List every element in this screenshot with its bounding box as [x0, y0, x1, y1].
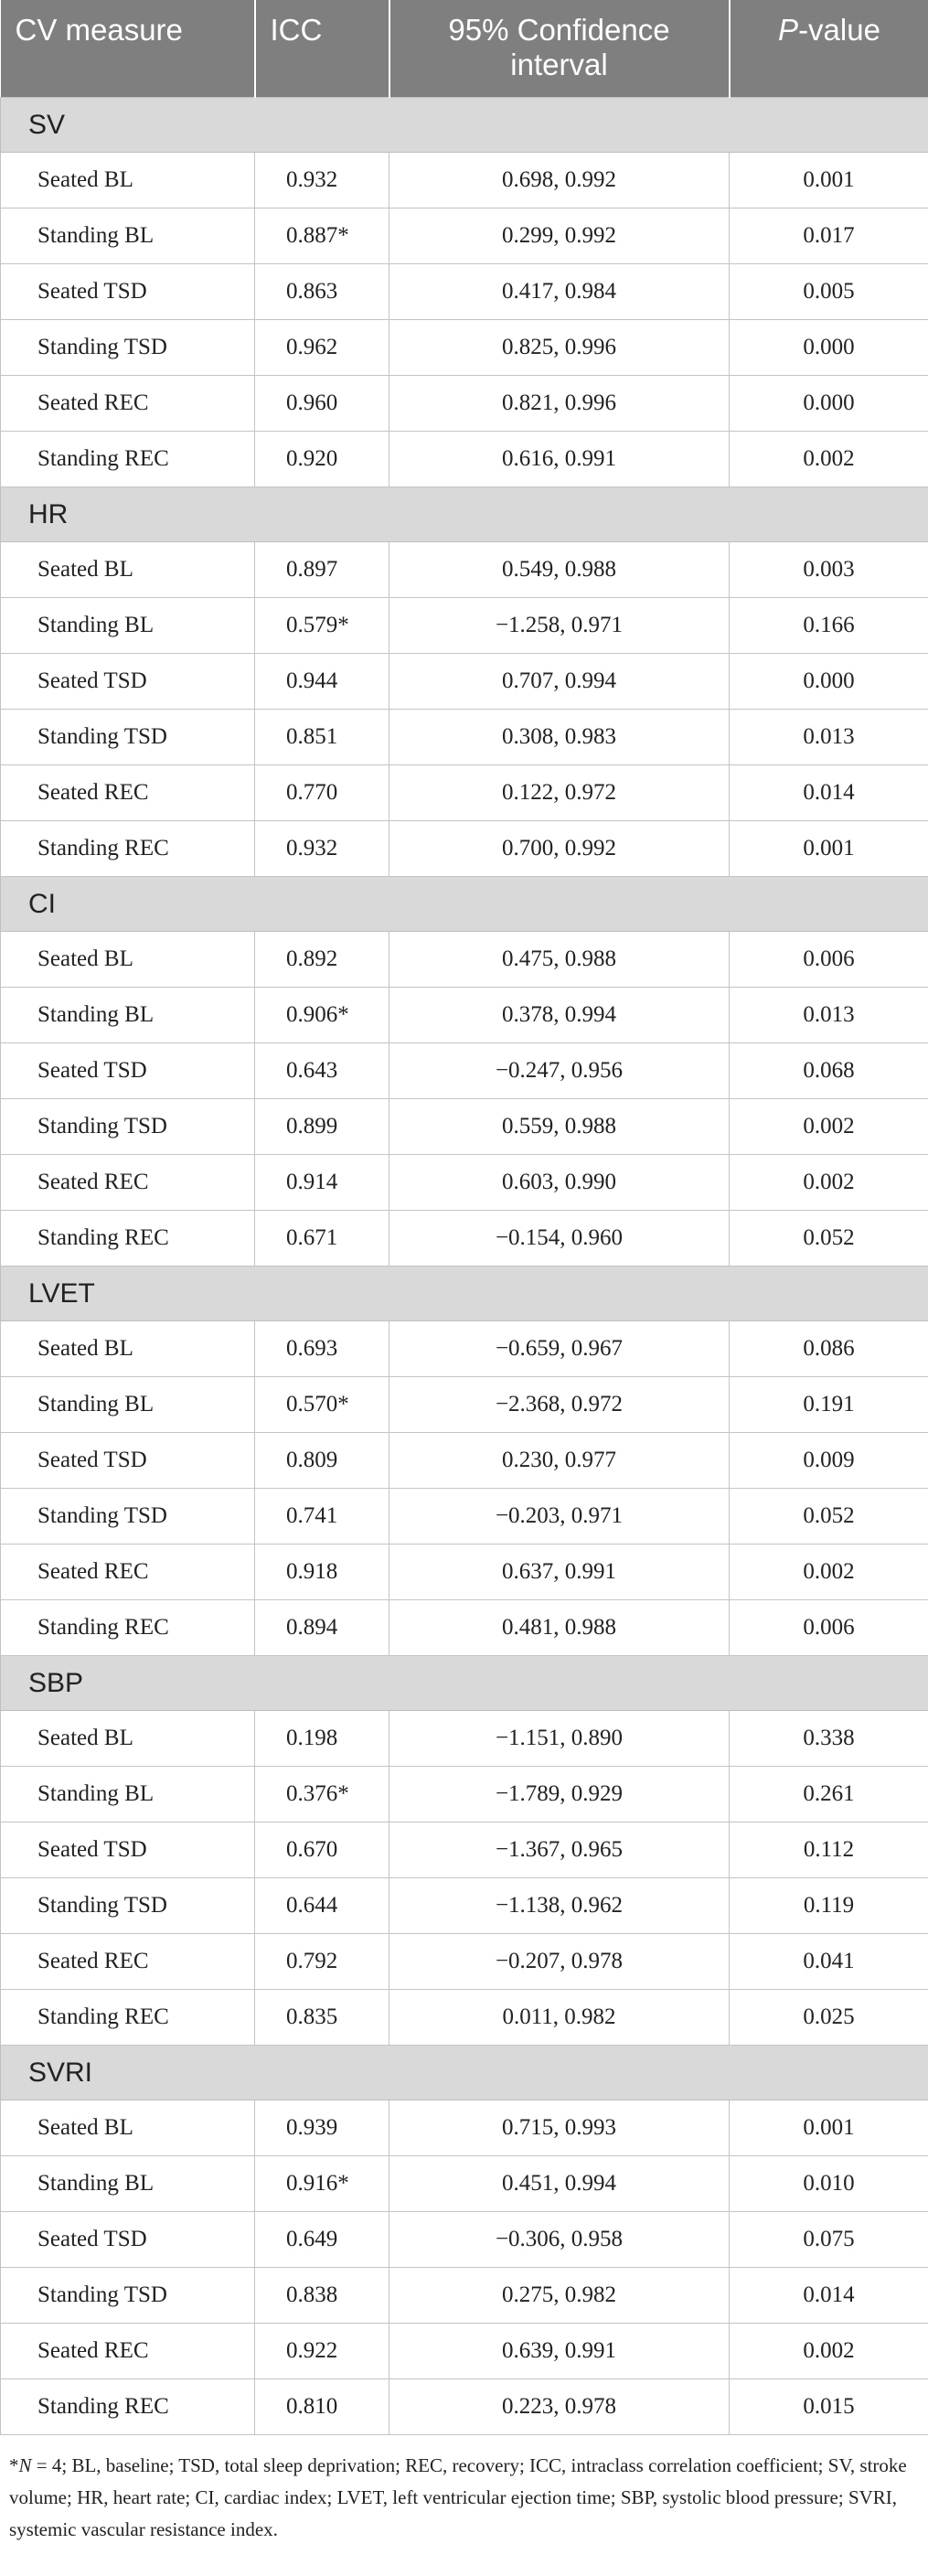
- cell-measure: Seated BL: [1, 542, 255, 598]
- cell-icc: 0.914: [255, 1155, 389, 1211]
- cell-icc: 0.835: [255, 1990, 389, 2046]
- cell-confidence-interval: 0.417, 0.984: [389, 264, 730, 320]
- cell-confidence-interval: 0.825, 0.996: [389, 320, 730, 376]
- cell-confidence-interval: 0.275, 0.982: [389, 2268, 730, 2324]
- cell-confidence-interval: −0.306, 0.958: [389, 2212, 730, 2268]
- cell-p-value: 0.002: [730, 1099, 928, 1155]
- cell-confidence-interval: −1.789, 0.929: [389, 1767, 730, 1822]
- cell-icc: 0.741: [255, 1489, 389, 1545]
- header-row: [1, 0, 928, 98]
- cell-confidence-interval: 0.308, 0.983: [389, 710, 730, 765]
- cell-measure: Standing TSD: [1, 2268, 255, 2324]
- cell-measure: Seated REC: [1, 765, 255, 821]
- header-p-rest: -value: [798, 13, 880, 47]
- cell-icc: 0.643: [255, 1043, 389, 1099]
- cell-icc: 0.892: [255, 932, 389, 988]
- group-label: SBP: [1, 1656, 928, 1711]
- cell-measure: Seated REC: [1, 2324, 255, 2379]
- cell-p-value: 0.002: [730, 1545, 928, 1600]
- cell-p-value: 0.261: [730, 1767, 928, 1822]
- cell-p-value: 0.002: [730, 2324, 928, 2379]
- cell-icc: 0.932: [255, 821, 389, 877]
- cell-confidence-interval: 0.299, 0.992: [389, 208, 730, 264]
- cell-icc: 0.897: [255, 542, 389, 598]
- cell-icc: 0.649: [255, 2212, 389, 2268]
- cell-confidence-interval: 0.616, 0.991: [389, 432, 730, 487]
- cell-p-value: 0.006: [730, 1600, 928, 1656]
- table-row: [1, 264, 928, 320]
- table-row: [1, 1711, 928, 1767]
- cell-measure: Seated BL: [1, 153, 255, 208]
- cell-p-value: 0.014: [730, 765, 928, 821]
- cell-confidence-interval: −1.151, 0.890: [389, 1711, 730, 1767]
- cell-measure: Seated TSD: [1, 264, 255, 320]
- cell-icc: 0.809: [255, 1433, 389, 1489]
- table-row: [1, 1043, 928, 1099]
- cell-measure: Standing REC: [1, 1990, 255, 2046]
- cell-measure: Standing BL: [1, 208, 255, 264]
- cell-p-value: 0.003: [730, 542, 928, 598]
- group-row: [1, 1656, 928, 1711]
- cell-p-value: 0.002: [730, 1155, 928, 1211]
- cell-icc: 0.899: [255, 1099, 389, 1155]
- cell-p-value: 0.001: [730, 2100, 928, 2156]
- cell-measure: Standing BL: [1, 1377, 255, 1433]
- cell-icc: 0.570*: [255, 1377, 389, 1433]
- cell-measure: Seated TSD: [1, 1822, 255, 1878]
- table-row: [1, 320, 928, 376]
- table-row: [1, 1489, 928, 1545]
- cell-confidence-interval: −1.258, 0.971: [389, 598, 730, 654]
- cell-p-value: 0.010: [730, 2156, 928, 2212]
- cell-icc: 0.894: [255, 1600, 389, 1656]
- cell-confidence-interval: 0.378, 0.994: [389, 988, 730, 1043]
- cell-icc: 0.960: [255, 376, 389, 432]
- cell-confidence-interval: 0.223, 0.978: [389, 2379, 730, 2435]
- cell-icc: 0.671: [255, 1211, 389, 1267]
- cell-icc: 0.906*: [255, 988, 389, 1043]
- table-row: [1, 2268, 928, 2324]
- table-row: [1, 765, 928, 821]
- cell-measure: Standing REC: [1, 1211, 255, 1267]
- cell-confidence-interval: −0.247, 0.956: [389, 1043, 730, 1099]
- cell-icc: 0.920: [255, 432, 389, 487]
- cell-icc: 0.792: [255, 1934, 389, 1990]
- header-cv-measure: CV measure: [1, 0, 255, 98]
- cell-icc: 0.693: [255, 1321, 389, 1377]
- cell-p-value: 0.000: [730, 654, 928, 710]
- cell-confidence-interval: 0.715, 0.993: [389, 2100, 730, 2156]
- cell-measure: Standing TSD: [1, 1489, 255, 1545]
- group-row: [1, 487, 928, 542]
- table-row: [1, 208, 928, 264]
- table-row: [1, 598, 928, 654]
- cell-icc: 0.376*: [255, 1767, 389, 1822]
- cell-measure: Seated BL: [1, 932, 255, 988]
- table-row: [1, 1878, 928, 1934]
- cell-measure: Standing REC: [1, 432, 255, 487]
- cell-measure: Seated TSD: [1, 2212, 255, 2268]
- cell-confidence-interval: 0.637, 0.991: [389, 1545, 730, 1600]
- group-row: [1, 2046, 928, 2100]
- table-row: [1, 710, 928, 765]
- cell-icc: 0.644: [255, 1878, 389, 1934]
- cell-p-value: 0.017: [730, 208, 928, 264]
- cell-measure: Standing TSD: [1, 710, 255, 765]
- cell-measure: Standing REC: [1, 821, 255, 877]
- table-row: [1, 1990, 928, 2046]
- footnote-text: = 4; BL, baseline; TSD, total sleep deprivation; REC, recovery; ICC, intraclass correlation coefficient; SV, stroke volume; HR, heart rate; CI, cardiac index; LVET, left ventricular ejection time; SBP, systolic blood pressure; SVRI, systemic vascular resistance index.: [9, 2454, 907, 2540]
- cell-p-value: 0.000: [730, 376, 928, 432]
- cell-p-value: 0.166: [730, 598, 928, 654]
- table-row: [1, 1377, 928, 1433]
- cell-confidence-interval: −0.154, 0.960: [389, 1211, 730, 1267]
- cell-icc: 0.944: [255, 654, 389, 710]
- cell-icc: 0.939: [255, 2100, 389, 2156]
- cell-confidence-interval: 0.821, 0.996: [389, 376, 730, 432]
- cell-icc: 0.863: [255, 264, 389, 320]
- cell-p-value: 0.338: [730, 1711, 928, 1767]
- cell-icc: 0.810: [255, 2379, 389, 2435]
- cell-confidence-interval: 0.475, 0.988: [389, 932, 730, 988]
- cell-p-value: 0.052: [730, 1211, 928, 1267]
- table-row: [1, 1767, 928, 1822]
- cell-measure: Seated REC: [1, 1934, 255, 1990]
- cell-icc: 0.962: [255, 320, 389, 376]
- cell-p-value: 0.001: [730, 153, 928, 208]
- cell-confidence-interval: 0.559, 0.988: [389, 1099, 730, 1155]
- header-p-value: [730, 0, 928, 98]
- group-label: HR: [1, 487, 928, 542]
- table-row: [1, 988, 928, 1043]
- cell-confidence-interval: 0.122, 0.972: [389, 765, 730, 821]
- group-row: [1, 1267, 928, 1321]
- cell-p-value: 0.013: [730, 710, 928, 765]
- table-row: [1, 2324, 928, 2379]
- cell-confidence-interval: 0.698, 0.992: [389, 153, 730, 208]
- cell-measure: Standing BL: [1, 2156, 255, 2212]
- cell-p-value: 0.005: [730, 264, 928, 320]
- table-row: [1, 1822, 928, 1878]
- table-row: [1, 1934, 928, 1990]
- cell-measure: Standing BL: [1, 988, 255, 1043]
- cell-measure: Standing TSD: [1, 1099, 255, 1155]
- header-p-italic: P: [778, 13, 799, 47]
- table-row: [1, 2212, 928, 2268]
- cell-p-value: 0.001: [730, 821, 928, 877]
- cell-measure: Seated TSD: [1, 1433, 255, 1489]
- cell-icc: 0.770: [255, 765, 389, 821]
- cell-icc: 0.932: [255, 153, 389, 208]
- table-row: [1, 376, 928, 432]
- table-row: [1, 1600, 928, 1656]
- cell-measure: Standing TSD: [1, 320, 255, 376]
- table-row: [1, 1545, 928, 1600]
- table-row: [1, 932, 928, 988]
- cell-confidence-interval: −0.203, 0.971: [389, 1489, 730, 1545]
- cell-icc: 0.922: [255, 2324, 389, 2379]
- cell-confidence-interval: 0.230, 0.977: [389, 1433, 730, 1489]
- table-row: [1, 1099, 928, 1155]
- cell-measure: Standing REC: [1, 2379, 255, 2435]
- cell-p-value: 0.000: [730, 320, 928, 376]
- cell-confidence-interval: 0.603, 0.990: [389, 1155, 730, 1211]
- cell-p-value: 0.075: [730, 2212, 928, 2268]
- cell-measure: Seated REC: [1, 376, 255, 432]
- cell-confidence-interval: 0.451, 0.994: [389, 2156, 730, 2212]
- table-body: [1, 98, 928, 2435]
- cell-p-value: 0.119: [730, 1878, 928, 1934]
- cell-icc: 0.851: [255, 710, 389, 765]
- cell-p-value: 0.025: [730, 1990, 928, 2046]
- table-row: [1, 2156, 928, 2212]
- cell-measure: Seated REC: [1, 1155, 255, 1211]
- cell-p-value: 0.002: [730, 432, 928, 487]
- cell-p-value: 0.015: [730, 2379, 928, 2435]
- group-label: SVRI: [1, 2046, 928, 2100]
- cell-icc: 0.918: [255, 1545, 389, 1600]
- table-row: [1, 2379, 928, 2435]
- table-row: [1, 153, 928, 208]
- table-row: [1, 1321, 928, 1377]
- cell-confidence-interval: 0.700, 0.992: [389, 821, 730, 877]
- cell-confidence-interval: −1.138, 0.962: [389, 1878, 730, 1934]
- cell-p-value: 0.006: [730, 932, 928, 988]
- cell-icc: 0.198: [255, 1711, 389, 1767]
- cell-measure: Seated BL: [1, 2100, 255, 2156]
- cell-measure: Seated TSD: [1, 1043, 255, 1099]
- table-row: [1, 2100, 928, 2156]
- cell-p-value: 0.014: [730, 2268, 928, 2324]
- cell-confidence-interval: −0.207, 0.978: [389, 1934, 730, 1990]
- table-row: [1, 821, 928, 877]
- group-label: CI: [1, 877, 928, 932]
- cell-p-value: 0.112: [730, 1822, 928, 1878]
- header-confidence-interval: 95% Confidence interval: [389, 0, 730, 98]
- cell-p-value: 0.191: [730, 1377, 928, 1433]
- table-row: [1, 1155, 928, 1211]
- cell-confidence-interval: −2.368, 0.972: [389, 1377, 730, 1433]
- footnote-asterisk: *: [9, 2454, 19, 2476]
- group-label: SV: [1, 98, 928, 153]
- header-icc: ICC: [255, 0, 389, 98]
- table-footnote: [0, 2435, 928, 2546]
- cell-icc: 0.916*: [255, 2156, 389, 2212]
- cell-icc: 0.887*: [255, 208, 389, 264]
- cell-icc: 0.670: [255, 1822, 389, 1878]
- cell-confidence-interval: 0.549, 0.988: [389, 542, 730, 598]
- cell-p-value: 0.009: [730, 1433, 928, 1489]
- cell-confidence-interval: 0.481, 0.988: [389, 1600, 730, 1656]
- cell-measure: Standing BL: [1, 598, 255, 654]
- cell-confidence-interval: 0.707, 0.994: [389, 654, 730, 710]
- cell-confidence-interval: −0.659, 0.967: [389, 1321, 730, 1377]
- cell-measure: Seated TSD: [1, 654, 255, 710]
- cell-p-value: 0.086: [730, 1321, 928, 1377]
- cell-p-value: 0.013: [730, 988, 928, 1043]
- cell-icc: 0.838: [255, 2268, 389, 2324]
- group-row: [1, 877, 928, 932]
- cell-confidence-interval: 0.011, 0.982: [389, 1990, 730, 2046]
- table-row: [1, 1433, 928, 1489]
- cell-p-value: 0.068: [730, 1043, 928, 1099]
- cell-confidence-interval: 0.639, 0.991: [389, 2324, 730, 2379]
- cell-p-value: 0.041: [730, 1934, 928, 1990]
- group-row: [1, 98, 928, 153]
- table-row: [1, 432, 928, 487]
- cell-measure: Seated REC: [1, 1545, 255, 1600]
- cell-measure: Standing BL: [1, 1767, 255, 1822]
- table-row: [1, 542, 928, 598]
- cell-measure: Seated BL: [1, 1711, 255, 1767]
- table-row: [1, 654, 928, 710]
- table-row: [1, 1211, 928, 1267]
- cell-confidence-interval: −1.367, 0.965: [389, 1822, 730, 1878]
- cell-p-value: 0.052: [730, 1489, 928, 1545]
- group-label: LVET: [1, 1267, 928, 1321]
- cell-measure: Seated BL: [1, 1321, 255, 1377]
- cell-measure: Standing TSD: [1, 1878, 255, 1934]
- cell-icc: 0.579*: [255, 598, 389, 654]
- table-header: [1, 0, 928, 98]
- footnote-n: N: [18, 2454, 32, 2476]
- cell-measure: Standing REC: [1, 1600, 255, 1656]
